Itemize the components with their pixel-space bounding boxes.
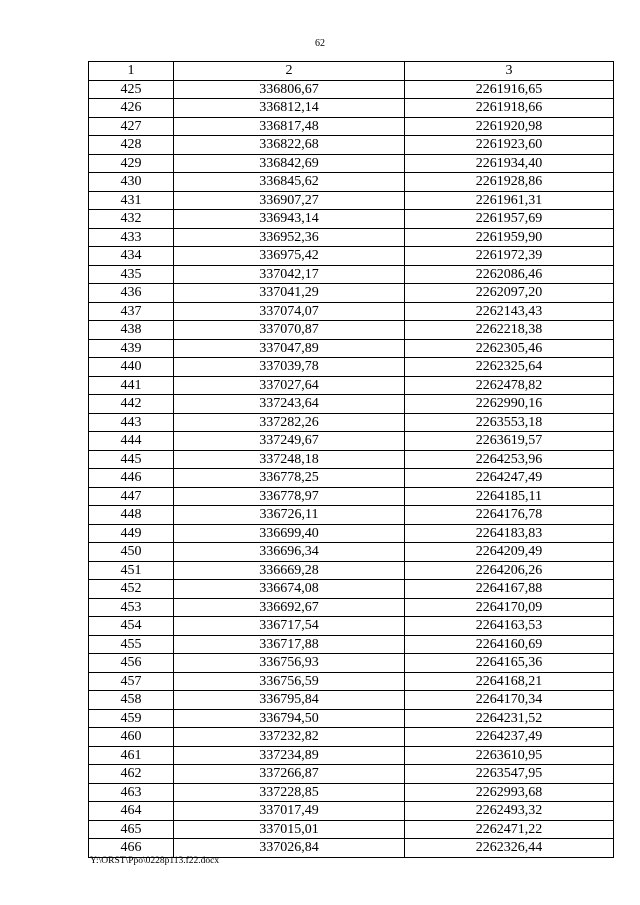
cell-x-coordinate: 337243,64 — [174, 395, 405, 414]
cell-point-number: 429 — [89, 154, 174, 173]
cell-x-coordinate: 336845,62 — [174, 173, 405, 192]
table-row — [89, 432, 614, 451]
table-row — [89, 376, 614, 395]
cell-y-coordinate: 2263547,95 — [405, 765, 614, 784]
cell-y-coordinate: 2262143,43 — [405, 302, 614, 321]
table-row — [89, 561, 614, 580]
cell-x-coordinate: 337015,01 — [174, 820, 405, 839]
cell-point-number: 427 — [89, 117, 174, 136]
cell-x-coordinate: 336812,14 — [174, 99, 405, 118]
cell-x-coordinate: 337041,29 — [174, 284, 405, 303]
cell-x-coordinate: 337248,18 — [174, 450, 405, 469]
table-row — [89, 302, 614, 321]
cell-x-coordinate: 336674,08 — [174, 580, 405, 599]
table-header-row — [89, 62, 614, 81]
table-row — [89, 339, 614, 358]
cell-point-number: 466 — [89, 839, 174, 858]
cell-point-number: 456 — [89, 654, 174, 673]
cell-y-coordinate: 2264237,49 — [405, 728, 614, 747]
cell-y-coordinate: 2262086,46 — [405, 265, 614, 284]
cell-x-coordinate: 336669,28 — [174, 561, 405, 580]
cell-x-coordinate: 336778,97 — [174, 487, 405, 506]
cell-point-number: 437 — [89, 302, 174, 321]
table-row — [89, 672, 614, 691]
table-row — [89, 228, 614, 247]
table-row — [89, 783, 614, 802]
table-row — [89, 580, 614, 599]
cell-point-number: 432 — [89, 210, 174, 229]
cell-x-coordinate: 336717,54 — [174, 617, 405, 636]
cell-y-coordinate: 2264253,96 — [405, 450, 614, 469]
cell-x-coordinate: 336943,14 — [174, 210, 405, 229]
cell-point-number: 464 — [89, 802, 174, 821]
cell-y-coordinate: 2261918,66 — [405, 99, 614, 118]
cell-point-number: 446 — [89, 469, 174, 488]
cell-x-coordinate: 337282,26 — [174, 413, 405, 432]
cell-x-coordinate: 336822,68 — [174, 136, 405, 155]
table-row — [89, 802, 614, 821]
table-row — [89, 136, 614, 155]
cell-y-coordinate: 2264170,09 — [405, 598, 614, 617]
table-row — [89, 524, 614, 543]
table-row — [89, 395, 614, 414]
table-row — [89, 839, 614, 858]
table-row — [89, 80, 614, 99]
cell-y-coordinate: 2264183,83 — [405, 524, 614, 543]
cell-y-coordinate: 2264176,78 — [405, 506, 614, 525]
cell-x-coordinate: 337074,07 — [174, 302, 405, 321]
cell-point-number: 463 — [89, 783, 174, 802]
cell-y-coordinate: 2264185,11 — [405, 487, 614, 506]
cell-x-coordinate: 337266,87 — [174, 765, 405, 784]
cell-y-coordinate: 2264206,26 — [405, 561, 614, 580]
table-row — [89, 99, 614, 118]
cell-x-coordinate: 337027,64 — [174, 376, 405, 395]
table-row — [89, 506, 614, 525]
cell-y-coordinate: 2264165,36 — [405, 654, 614, 673]
cell-x-coordinate: 337228,85 — [174, 783, 405, 802]
cell-point-number: 455 — [89, 635, 174, 654]
cell-x-coordinate: 336717,88 — [174, 635, 405, 654]
cell-x-coordinate: 336756,93 — [174, 654, 405, 673]
cell-x-coordinate: 336794,50 — [174, 709, 405, 728]
cell-y-coordinate: 2261961,31 — [405, 191, 614, 210]
cell-y-coordinate: 2262097,20 — [405, 284, 614, 303]
cell-x-coordinate: 336699,40 — [174, 524, 405, 543]
table-row — [89, 247, 614, 266]
cell-point-number: 462 — [89, 765, 174, 784]
cell-x-coordinate: 336806,67 — [174, 80, 405, 99]
cell-y-coordinate: 2264167,88 — [405, 580, 614, 599]
cell-point-number: 443 — [89, 413, 174, 432]
cell-x-coordinate: 337070,87 — [174, 321, 405, 340]
cell-x-coordinate: 336795,84 — [174, 691, 405, 710]
cell-y-coordinate: 2262993,68 — [405, 783, 614, 802]
table-row — [89, 358, 614, 377]
cell-point-number: 457 — [89, 672, 174, 691]
table-row — [89, 691, 614, 710]
cell-point-number: 438 — [89, 321, 174, 340]
column-header-point-number: 1 — [89, 62, 174, 81]
footer-file-path: Y:\ORST\Ppo\0228p113.f22.docx — [90, 856, 220, 866]
cell-x-coordinate: 336952,36 — [174, 228, 405, 247]
cell-point-number: 458 — [89, 691, 174, 710]
page-number: 62 — [315, 38, 325, 49]
cell-point-number: 435 — [89, 265, 174, 284]
cell-y-coordinate: 2264247,49 — [405, 469, 614, 488]
table-row — [89, 210, 614, 229]
table-row — [89, 191, 614, 210]
table-row — [89, 598, 614, 617]
coordinates-table — [88, 61, 614, 858]
cell-y-coordinate: 2261916,65 — [405, 80, 614, 99]
cell-y-coordinate: 2263553,18 — [405, 413, 614, 432]
cell-point-number: 461 — [89, 746, 174, 765]
table-row — [89, 321, 614, 340]
cell-x-coordinate: 337017,49 — [174, 802, 405, 821]
cell-point-number: 450 — [89, 543, 174, 562]
table-row — [89, 654, 614, 673]
table-row — [89, 728, 614, 747]
cell-y-coordinate: 2264231,52 — [405, 709, 614, 728]
table-row — [89, 709, 614, 728]
cell-x-coordinate: 336696,34 — [174, 543, 405, 562]
cell-y-coordinate: 2262493,32 — [405, 802, 614, 821]
cell-y-coordinate: 2262990,16 — [405, 395, 614, 414]
cell-point-number: 459 — [89, 709, 174, 728]
cell-y-coordinate: 2263619,57 — [405, 432, 614, 451]
table-row — [89, 487, 614, 506]
table-row — [89, 450, 614, 469]
table-row — [89, 117, 614, 136]
cell-point-number: 425 — [89, 80, 174, 99]
cell-point-number: 460 — [89, 728, 174, 747]
cell-y-coordinate: 2264163,53 — [405, 617, 614, 636]
cell-x-coordinate: 336778,25 — [174, 469, 405, 488]
cell-point-number: 445 — [89, 450, 174, 469]
cell-x-coordinate: 337249,67 — [174, 432, 405, 451]
cell-y-coordinate: 2264170,34 — [405, 691, 614, 710]
cell-y-coordinate: 2261928,86 — [405, 173, 614, 192]
column-header-x-coordinate: 2 — [174, 62, 405, 81]
cell-point-number: 439 — [89, 339, 174, 358]
table-row — [89, 635, 614, 654]
table-row — [89, 173, 614, 192]
cell-point-number: 433 — [89, 228, 174, 247]
cell-x-coordinate: 337234,89 — [174, 746, 405, 765]
cell-point-number: 430 — [89, 173, 174, 192]
table-row — [89, 469, 614, 488]
cell-y-coordinate: 2261957,69 — [405, 210, 614, 229]
cell-y-coordinate: 2262326,44 — [405, 839, 614, 858]
cell-y-coordinate: 2261972,39 — [405, 247, 614, 266]
cell-point-number: 452 — [89, 580, 174, 599]
cell-y-coordinate: 2262218,38 — [405, 321, 614, 340]
cell-x-coordinate: 337232,82 — [174, 728, 405, 747]
cell-y-coordinate: 2262471,22 — [405, 820, 614, 839]
cell-point-number: 431 — [89, 191, 174, 210]
cell-point-number: 449 — [89, 524, 174, 543]
cell-x-coordinate: 336726,11 — [174, 506, 405, 525]
cell-point-number: 451 — [89, 561, 174, 580]
table-row — [89, 413, 614, 432]
cell-y-coordinate: 2261959,90 — [405, 228, 614, 247]
cell-point-number: 454 — [89, 617, 174, 636]
cell-y-coordinate: 2261923,60 — [405, 136, 614, 155]
cell-x-coordinate: 336692,67 — [174, 598, 405, 617]
cell-x-coordinate: 336756,59 — [174, 672, 405, 691]
cell-x-coordinate: 337047,89 — [174, 339, 405, 358]
table-row — [89, 543, 614, 562]
table-row — [89, 617, 614, 636]
cell-y-coordinate: 2264168,21 — [405, 672, 614, 691]
cell-point-number: 448 — [89, 506, 174, 525]
cell-y-coordinate: 2261934,40 — [405, 154, 614, 173]
cell-point-number: 442 — [89, 395, 174, 414]
cell-x-coordinate: 337026,84 — [174, 839, 405, 858]
cell-y-coordinate: 2264209,49 — [405, 543, 614, 562]
cell-y-coordinate: 2262305,46 — [405, 339, 614, 358]
cell-x-coordinate: 336842,69 — [174, 154, 405, 173]
cell-point-number: 441 — [89, 376, 174, 395]
cell-y-coordinate: 2264160,69 — [405, 635, 614, 654]
cell-point-number: 426 — [89, 99, 174, 118]
cell-y-coordinate: 2262478,82 — [405, 376, 614, 395]
cell-point-number: 440 — [89, 358, 174, 377]
column-header-y-coordinate: 3 — [405, 62, 614, 81]
cell-point-number: 453 — [89, 598, 174, 617]
table-row — [89, 154, 614, 173]
cell-point-number: 444 — [89, 432, 174, 451]
table-row — [89, 284, 614, 303]
cell-y-coordinate: 2262325,64 — [405, 358, 614, 377]
cell-y-coordinate: 2261920,98 — [405, 117, 614, 136]
cell-x-coordinate: 336817,48 — [174, 117, 405, 136]
cell-point-number: 465 — [89, 820, 174, 839]
cell-point-number: 436 — [89, 284, 174, 303]
table-body — [89, 80, 614, 857]
cell-point-number: 447 — [89, 487, 174, 506]
cell-x-coordinate: 337042,17 — [174, 265, 405, 284]
cell-x-coordinate: 336907,27 — [174, 191, 405, 210]
table-row — [89, 746, 614, 765]
table-row — [89, 765, 614, 784]
cell-x-coordinate: 337039,78 — [174, 358, 405, 377]
cell-point-number: 434 — [89, 247, 174, 266]
cell-y-coordinate: 2263610,95 — [405, 746, 614, 765]
cell-x-coordinate: 336975,42 — [174, 247, 405, 266]
table-row — [89, 820, 614, 839]
table-row — [89, 265, 614, 284]
cell-point-number: 428 — [89, 136, 174, 155]
